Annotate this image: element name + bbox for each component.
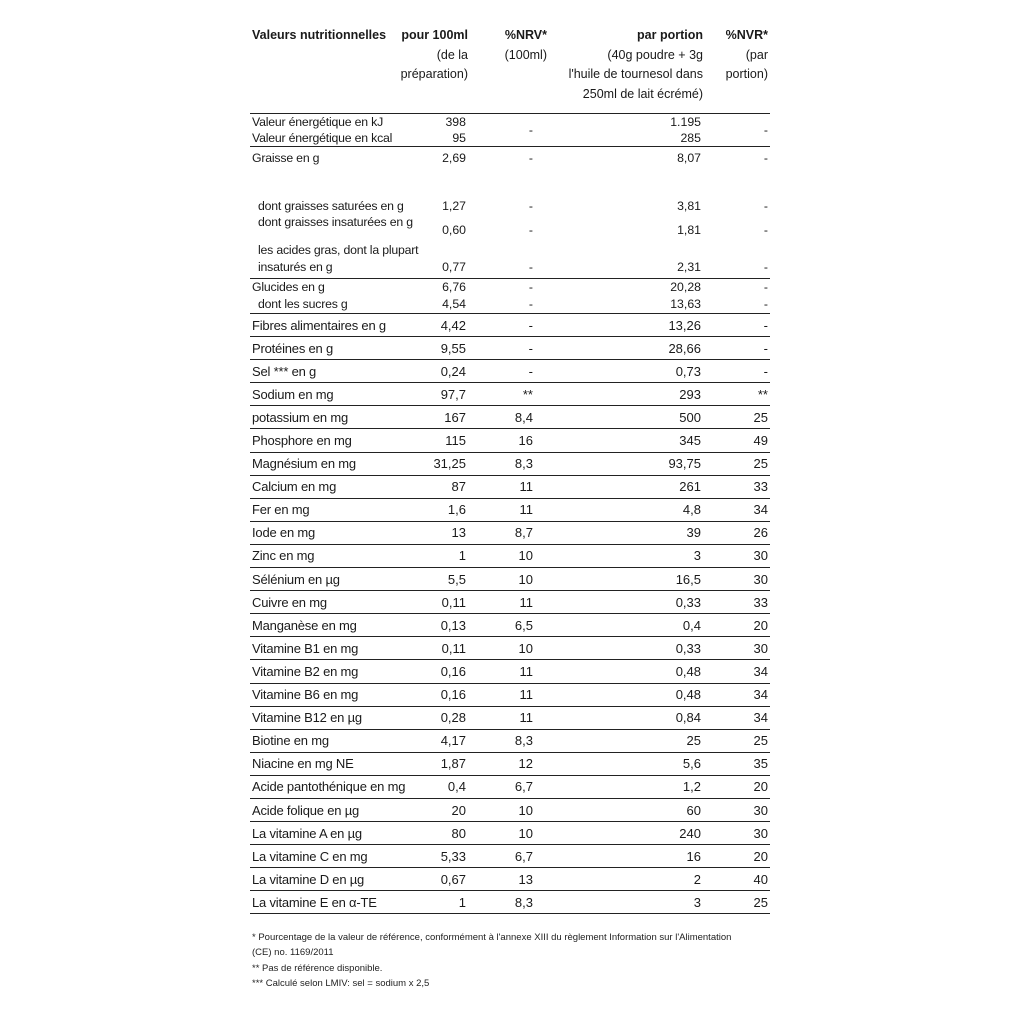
table-row xyxy=(250,822,770,845)
per-100ml-value: 115 xyxy=(420,429,468,452)
nrv-value: 11 xyxy=(468,498,547,521)
per-100ml-value: 4,42 xyxy=(420,314,468,337)
per-100ml-value: 87 xyxy=(420,475,468,498)
per-portion-value: 16,5 xyxy=(547,568,703,591)
table-row xyxy=(250,775,770,798)
nrv-value: 12 xyxy=(468,752,547,775)
saturated-nvr: - xyxy=(763,198,768,213)
nrv-value: 10 xyxy=(468,568,547,591)
nvr-value: 25 xyxy=(703,891,770,914)
nvr-value: 33 xyxy=(703,591,770,614)
per-100ml-value: 1,87 xyxy=(420,752,468,775)
nutrient-row-group xyxy=(250,475,770,498)
nutrient-label: La vitamine D en µg xyxy=(250,868,420,891)
nutrient-row-group xyxy=(250,752,770,775)
nrv-value: 8,3 xyxy=(468,452,547,475)
per-100ml-value: 20 xyxy=(420,798,468,821)
per-portion-value: 0,4 xyxy=(547,614,703,637)
saturated-nrv: - xyxy=(528,198,533,213)
carbs-portion: 20,28 xyxy=(670,280,701,295)
nrv-value: 10 xyxy=(468,798,547,821)
table-row xyxy=(250,868,770,891)
carbs-100: 6,76 xyxy=(442,280,466,295)
table-row xyxy=(250,114,770,130)
nutrient-label: Sodium en mg xyxy=(250,383,420,406)
nutrient-row-group xyxy=(250,337,770,360)
table-row xyxy=(250,845,770,868)
footnote-no-reference: ** Pas de référence disponible. xyxy=(252,962,383,974)
nvr-value: 20 xyxy=(703,845,770,868)
fat-label: Graisse en g xyxy=(252,150,320,165)
table-row xyxy=(250,614,770,637)
nrv-value: 11 xyxy=(468,683,547,706)
nutrition-table-container xyxy=(250,26,770,914)
per-portion-value: 240 xyxy=(547,822,703,845)
header-nrv-sub: (100ml) xyxy=(504,47,547,62)
nutrient-label: Vitamine B1 en mg xyxy=(250,637,420,660)
nrv-value: ** xyxy=(468,383,547,406)
carbs-group xyxy=(250,279,770,314)
nutrient-label: La vitamine A en µg xyxy=(250,822,420,845)
nrv-value: 11 xyxy=(468,660,547,683)
carbs-nvr: - xyxy=(763,280,768,295)
nutrient-label: La vitamine E en α-TE xyxy=(250,891,420,914)
table-row xyxy=(250,296,770,314)
per-portion-value: 0,84 xyxy=(547,706,703,729)
nutrient-row-group xyxy=(250,498,770,521)
nutrient-row-group xyxy=(250,544,770,567)
header-per-portion-title: par portion xyxy=(637,28,703,42)
per-portion-value: 500 xyxy=(547,406,703,429)
per-100ml-value: 0,28 xyxy=(420,706,468,729)
sugars-nrv: - xyxy=(468,296,547,314)
nutrient-row-group xyxy=(250,822,770,845)
fat-100: 2,69 xyxy=(442,150,466,165)
nvr-value: 30 xyxy=(703,544,770,567)
header-per-100ml-sub: (de la préparation) xyxy=(400,47,468,81)
footnote-nrv: * Pourcentage de la valeur de référence, conformément à l'annexe XIII du règlement Information sur l'Alimentation xyxy=(252,932,732,943)
table-row xyxy=(250,891,770,914)
nutrient-row-group xyxy=(250,775,770,798)
per-portion-value: 60 xyxy=(547,798,703,821)
fatty-acids-line1: les acides gras, dont la plupart xyxy=(258,242,419,257)
per-portion-value: 261 xyxy=(547,475,703,498)
nutrient-row-group xyxy=(250,568,770,591)
per-portion-value: 5,6 xyxy=(547,752,703,775)
table-header xyxy=(250,26,770,113)
per-100ml-value: 0,11 xyxy=(420,591,468,614)
nrv-value: 11 xyxy=(468,475,547,498)
nutrient-label: Zinc en mg xyxy=(250,544,420,567)
fat-nvr: - xyxy=(763,150,768,165)
nvr-value: 40 xyxy=(703,868,770,891)
nrv-value: 11 xyxy=(468,706,547,729)
per-100ml-value: 0,24 xyxy=(420,360,468,383)
nrv-value: 6,7 xyxy=(468,845,547,868)
table-row xyxy=(250,279,770,296)
nrv-value: 11 xyxy=(468,591,547,614)
fat-nrv: - xyxy=(528,150,533,165)
header-nvr xyxy=(726,26,768,85)
per-100ml-value: 1 xyxy=(420,891,468,914)
nutrient-row-group xyxy=(250,660,770,683)
nrv-value: 10 xyxy=(468,544,547,567)
energy-group xyxy=(250,114,770,147)
nrv-value: 6,7 xyxy=(468,775,547,798)
unsaturated-nvr: - xyxy=(763,222,768,237)
table-row xyxy=(250,337,770,360)
nutrient-label: Magnésium en mg xyxy=(250,452,420,475)
table-row xyxy=(250,521,770,544)
sugars-portion: 13,63 xyxy=(547,296,703,314)
nutrient-label: Fibres alimentaires en g xyxy=(250,314,420,337)
per-100ml-value: 0,67 xyxy=(420,868,468,891)
per-portion-value: 28,66 xyxy=(547,337,703,360)
nrv-value: - xyxy=(468,314,547,337)
nutrient-label: Calcium en mg xyxy=(250,475,420,498)
header-nutrient xyxy=(252,26,386,46)
nvr-value: 34 xyxy=(703,660,770,683)
nvr-value: 20 xyxy=(703,614,770,637)
header-per-portion xyxy=(569,26,703,104)
per-portion-value: 25 xyxy=(547,729,703,752)
header-per-100ml-title: pour 100ml xyxy=(401,28,468,42)
nrv-value: 10 xyxy=(468,637,547,660)
per-portion-value: 293 xyxy=(547,383,703,406)
nutrient-label: Vitamine B6 en mg xyxy=(250,683,420,706)
table-row xyxy=(250,752,770,775)
nvr-value: 26 xyxy=(703,521,770,544)
nutrient-row-group xyxy=(250,383,770,406)
per-portion-value: 345 xyxy=(547,429,703,452)
fatty-acids-100: 0,77 xyxy=(420,257,468,279)
per-100ml-value: 0,13 xyxy=(420,614,468,637)
header-nrv xyxy=(505,26,547,65)
nvr-value: 25 xyxy=(703,452,770,475)
per-portion-value: 0,48 xyxy=(547,660,703,683)
header-nvr-sub: (par portion) xyxy=(725,47,768,81)
nvr-value: 49 xyxy=(703,429,770,452)
nutrient-row-group xyxy=(250,637,770,660)
nutrient-row-group xyxy=(250,406,770,429)
fat-portion: 8,07 xyxy=(677,150,701,165)
table-row xyxy=(250,406,770,429)
table-row xyxy=(250,215,770,237)
per-100ml-value: 1,6 xyxy=(420,498,468,521)
unsaturated-nrv: - xyxy=(528,222,533,237)
nutrient-label: Cuivre en mg xyxy=(250,591,420,614)
nutrient-label: Iode en mg xyxy=(250,521,420,544)
table-row xyxy=(250,237,770,257)
per-portion-value: 16 xyxy=(547,845,703,868)
energy-nrv: - xyxy=(528,123,533,137)
per-portion-value: 0,33 xyxy=(547,591,703,614)
unsaturated-100: 0,60 xyxy=(442,222,466,237)
nutrient-row-group xyxy=(250,683,770,706)
nrv-value: 8,7 xyxy=(468,521,547,544)
nutrient-label: Protéines en g xyxy=(250,337,420,360)
nutrient-row-group xyxy=(250,429,770,452)
table-row xyxy=(250,568,770,591)
nutrient-row-group xyxy=(250,798,770,821)
table-row xyxy=(250,169,770,215)
nrv-value: 8,4 xyxy=(468,406,547,429)
table-row xyxy=(250,314,770,337)
table-row xyxy=(250,498,770,521)
nvr-value: - xyxy=(703,337,770,360)
table-row xyxy=(250,383,770,406)
nutrient-row-group xyxy=(250,591,770,614)
nutrient-row-group xyxy=(250,452,770,475)
saturated-100: 1,27 xyxy=(442,198,466,213)
nutrient-label: Manganèse en mg xyxy=(250,614,420,637)
per-portion-value: 0,48 xyxy=(547,683,703,706)
sugars-label: dont les sucres g xyxy=(250,296,420,314)
nutrient-row-group xyxy=(250,314,770,337)
nvr-value: ** xyxy=(703,383,770,406)
nvr-value: 34 xyxy=(703,706,770,729)
nutrient-label: Acide folique en µg xyxy=(250,798,420,821)
per-100ml-value: 31,25 xyxy=(420,452,468,475)
nutrition-table xyxy=(250,113,770,914)
energy-kcal-label: Valeur énergétique en kcal xyxy=(250,130,420,147)
fatty-acids-nvr: - xyxy=(703,257,770,279)
fatty-acids-nrv: - xyxy=(468,257,547,279)
nutrient-label: Sel *** en g xyxy=(250,360,420,383)
fatty-acids-label: insaturés en g xyxy=(250,257,420,279)
sugars-nvr: - xyxy=(703,296,770,314)
nvr-value: 34 xyxy=(703,498,770,521)
fat-group xyxy=(250,147,770,279)
nvr-value: 20 xyxy=(703,775,770,798)
per-100ml-value: 0,4 xyxy=(420,775,468,798)
per-portion-value: 3 xyxy=(547,891,703,914)
table-row xyxy=(250,591,770,614)
per-portion-value: 39 xyxy=(547,521,703,544)
per-portion-value: 13,26 xyxy=(547,314,703,337)
nutrient-row-group xyxy=(250,891,770,914)
per-100ml-value: 5,5 xyxy=(420,568,468,591)
table-row xyxy=(250,637,770,660)
saturated-portion: 3,81 xyxy=(677,198,701,213)
nutrient-row-group xyxy=(250,521,770,544)
per-100ml-value: 13 xyxy=(420,521,468,544)
per-portion-value: 2 xyxy=(547,868,703,891)
nutrient-label: La vitamine C en mg xyxy=(250,845,420,868)
per-100ml-value: 0,16 xyxy=(420,683,468,706)
nutrient-label: Vitamine B12 en µg xyxy=(250,706,420,729)
nvr-value: - xyxy=(703,314,770,337)
nvr-value: - xyxy=(703,360,770,383)
nutrient-row-group xyxy=(250,360,770,383)
energy-kcal-portion: 285 xyxy=(547,130,703,147)
energy-nvr: - xyxy=(763,123,768,137)
nutrient-row-group xyxy=(250,706,770,729)
nvr-value: 30 xyxy=(703,568,770,591)
nutrient-row-group xyxy=(250,729,770,752)
nrv-value: - xyxy=(468,360,547,383)
nvr-value: 33 xyxy=(703,475,770,498)
nrv-value: - xyxy=(468,337,547,360)
nutrient-label: Niacine en mg NE xyxy=(250,752,420,775)
per-portion-value: 1,2 xyxy=(547,775,703,798)
nvr-value: 30 xyxy=(703,637,770,660)
nvr-value: 30 xyxy=(703,822,770,845)
header-nrv-title: %NRV* xyxy=(504,28,547,42)
nutrient-label: Phosphore en mg xyxy=(250,429,420,452)
nrv-value: 8,3 xyxy=(468,729,547,752)
nutrient-label: Vitamine B2 en mg xyxy=(250,660,420,683)
unsaturated-label: dont graisses insaturées en g xyxy=(258,214,413,229)
table-row xyxy=(250,683,770,706)
carbs-nrv: - xyxy=(528,280,533,295)
per-portion-value: 0,33 xyxy=(547,637,703,660)
header-nutrient-label: Valeurs nutritionnelles xyxy=(252,28,387,42)
nutrient-row-group xyxy=(250,614,770,637)
header-nvr-title: %NVR* xyxy=(725,28,768,42)
per-100ml-value: 4,17 xyxy=(420,729,468,752)
per-portion-value: 93,75 xyxy=(547,452,703,475)
nutrient-row-group xyxy=(250,845,770,868)
sugars-100: 4,54 xyxy=(420,296,468,314)
nrv-value: 6,5 xyxy=(468,614,547,637)
header-per-portion-sub: (40g poudre + 3g l'huile de tournesol dans 250ml de lait écrémé) xyxy=(568,47,703,101)
per-portion-value: 3 xyxy=(547,544,703,567)
nvr-value: 35 xyxy=(703,752,770,775)
table-row xyxy=(250,729,770,752)
unsaturated-portion: 1,81 xyxy=(677,222,701,237)
per-100ml-value: 1 xyxy=(420,544,468,567)
table-row xyxy=(250,360,770,383)
nvr-value: 30 xyxy=(703,798,770,821)
table-row xyxy=(250,452,770,475)
nutrient-label: potassium en mg xyxy=(250,406,420,429)
nutrient-row-group xyxy=(250,868,770,891)
table-row xyxy=(250,660,770,683)
nvr-value: 34 xyxy=(703,683,770,706)
footnote-regulation: (CE) no. 1169/2011 xyxy=(252,947,334,959)
energy-kj-portion: 1.195 xyxy=(670,114,701,129)
per-100ml-value: 0,16 xyxy=(420,660,468,683)
table-row xyxy=(250,544,770,567)
per-100ml-value: 0,11 xyxy=(420,637,468,660)
table-row xyxy=(250,475,770,498)
footnotes xyxy=(252,930,792,992)
table-row xyxy=(250,429,770,452)
nvr-value: 25 xyxy=(703,406,770,429)
table-row xyxy=(250,257,770,279)
table-row xyxy=(250,147,770,169)
table-row xyxy=(250,798,770,821)
energy-kj-label: Valeur énergétique en kJ xyxy=(252,114,384,129)
per-100ml-value: 5,33 xyxy=(420,845,468,868)
energy-kcal-100: 95 xyxy=(420,130,468,147)
per-portion-value: 4,8 xyxy=(547,498,703,521)
per-100ml-value: 80 xyxy=(420,822,468,845)
nutrient-label: Biotine en mg xyxy=(250,729,420,752)
nrv-value: 16 xyxy=(468,429,547,452)
energy-kj-100: 398 xyxy=(445,114,466,129)
per-100ml-value: 167 xyxy=(420,406,468,429)
nvr-value: 25 xyxy=(703,729,770,752)
nrv-value: 10 xyxy=(468,822,547,845)
nutrient-label: Acide pantothénique en mg xyxy=(250,775,420,798)
per-100ml-value: 9,55 xyxy=(420,337,468,360)
nutrient-label: Fer en mg xyxy=(250,498,420,521)
nrv-value: 13 xyxy=(468,868,547,891)
header-per-100ml xyxy=(401,26,468,85)
nutrient-label: Sélénium en µg xyxy=(250,568,420,591)
per-100ml-value: 97,7 xyxy=(420,383,468,406)
table-row xyxy=(250,706,770,729)
nrv-value: 8,3 xyxy=(468,891,547,914)
carbs-label: Glucides en g xyxy=(252,280,325,295)
saturated-label: dont graisses saturées en g xyxy=(258,198,404,213)
footnote-salt-calc: *** Calculé selon LMIV: sel = sodium x 2,5 xyxy=(252,978,430,990)
fatty-acids-portion: 2,31 xyxy=(547,257,703,279)
per-portion-value: 0,73 xyxy=(547,360,703,383)
